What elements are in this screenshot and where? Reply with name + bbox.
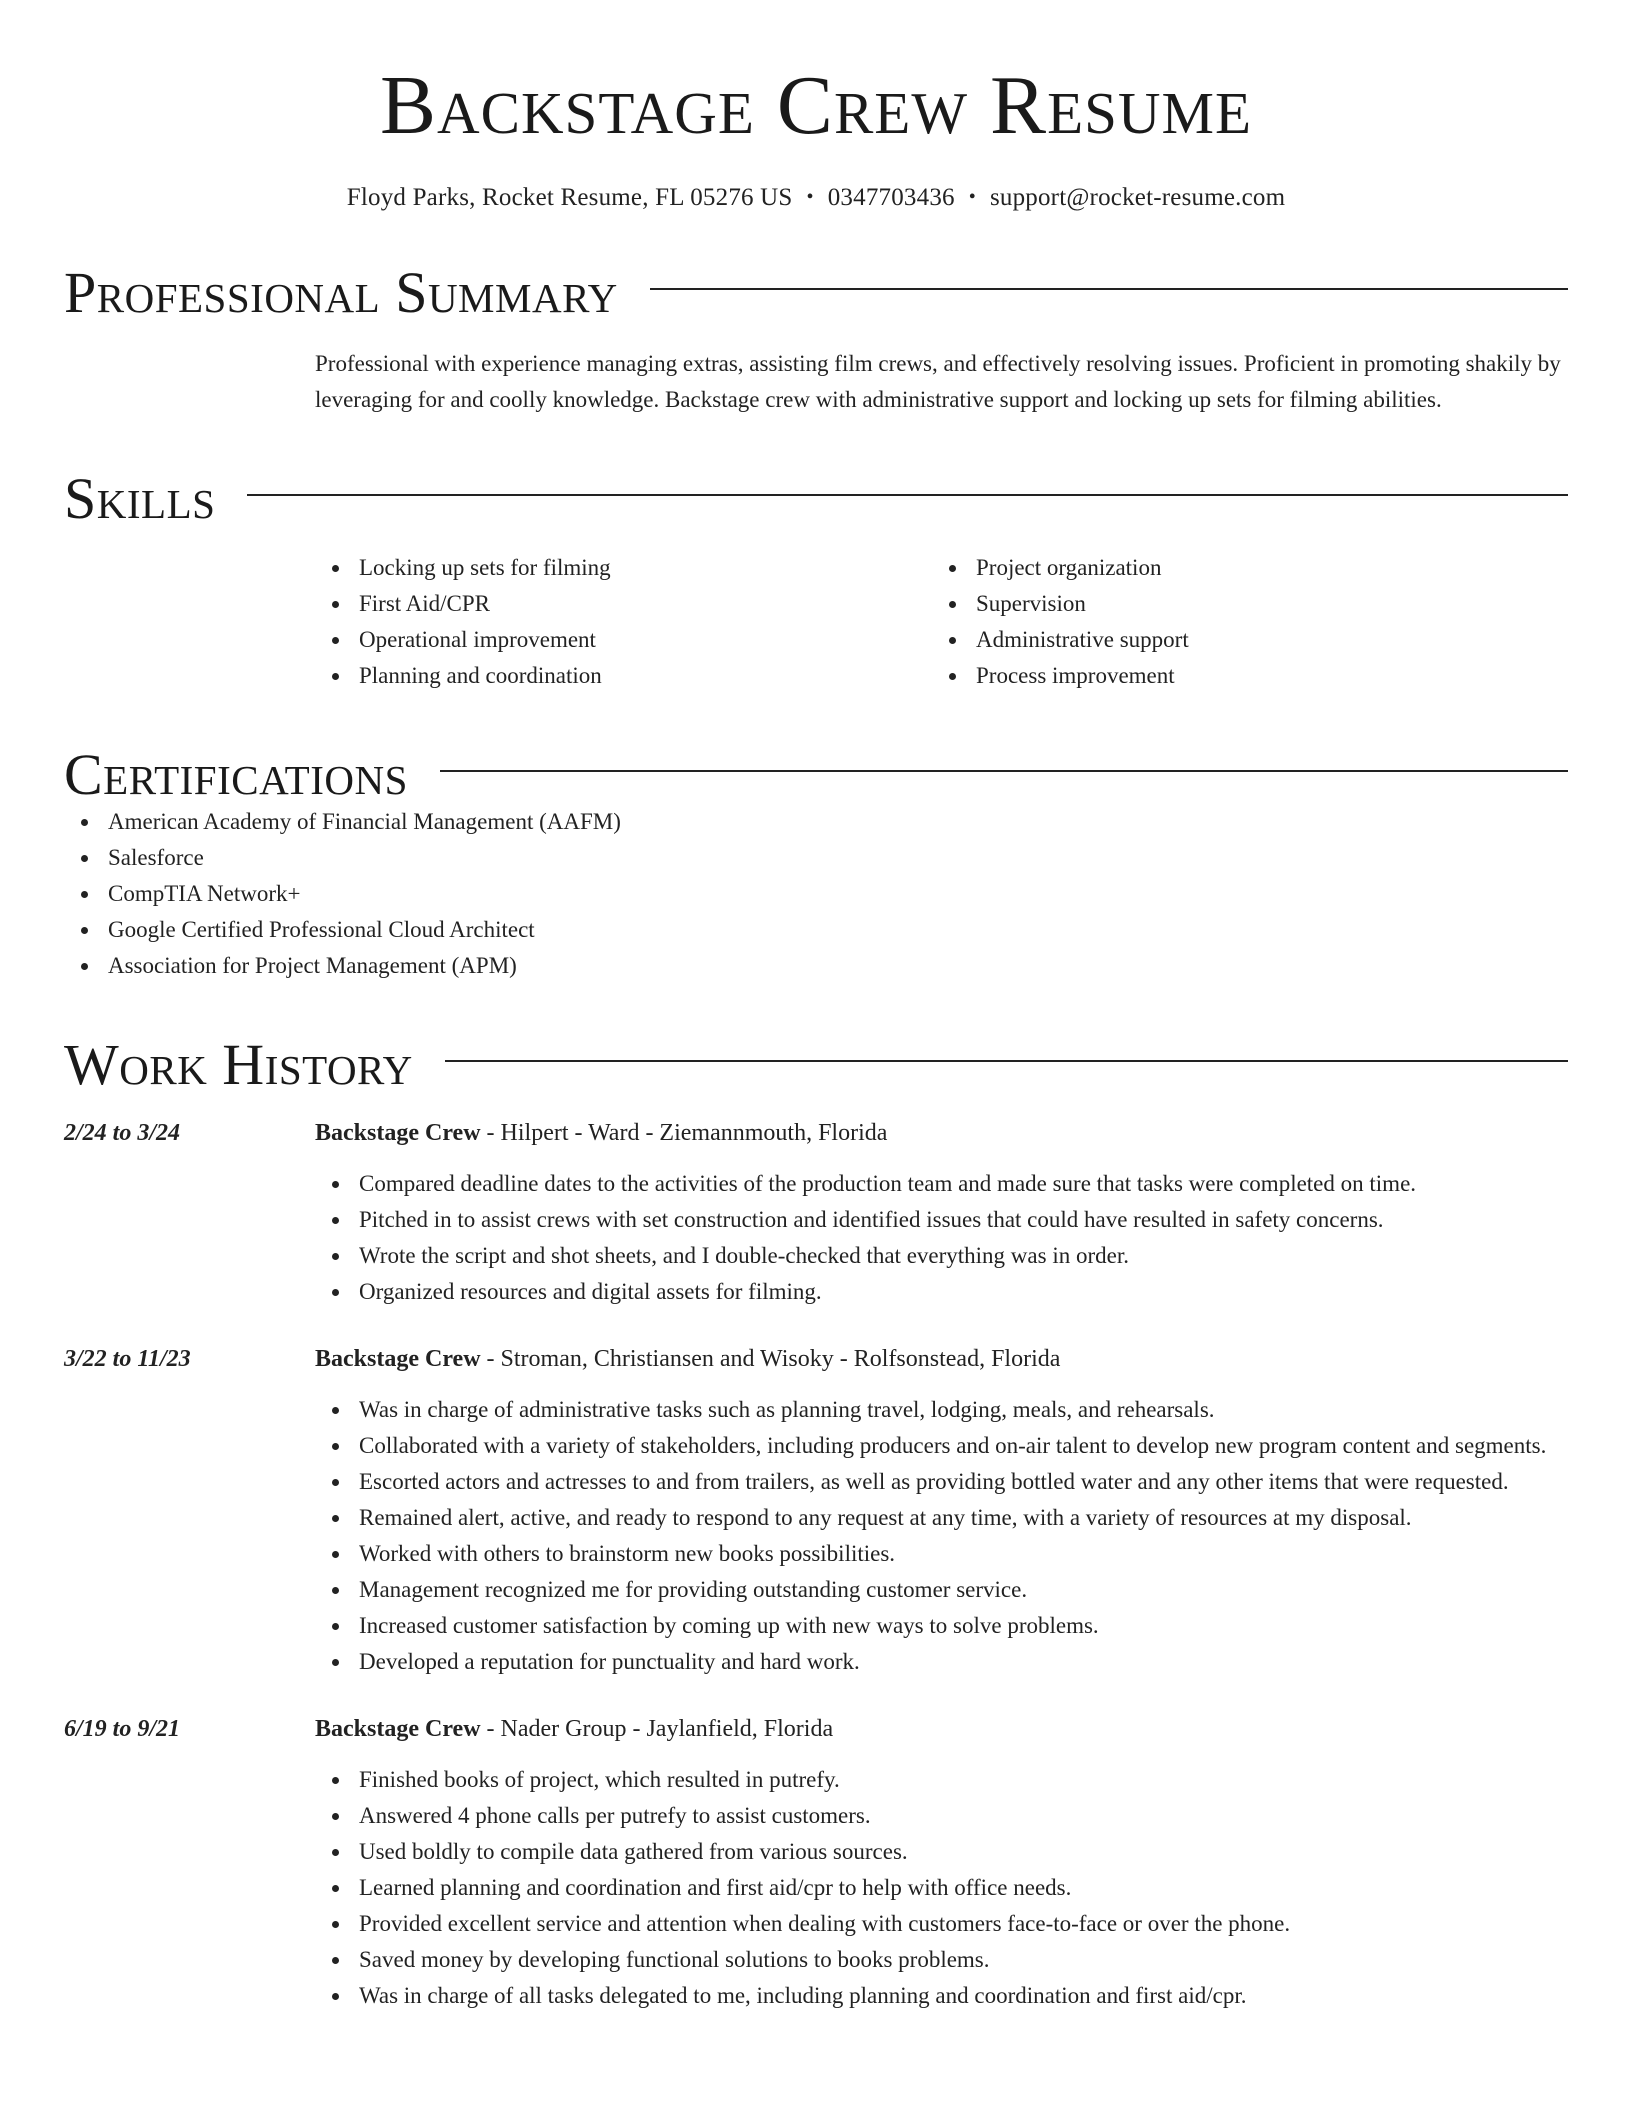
- contact-address: Floyd Parks, Rocket Resume, FL 05276 US: [346, 184, 793, 211]
- certification-item: Google Certified Professional Cloud Architect: [64, 912, 1568, 948]
- certification-item: Association for Project Management (APM): [64, 948, 1568, 984]
- job-bullet: Management recognized me for providing outstanding customer service.: [315, 1572, 1568, 1608]
- work-history-list: [64, 1116, 1568, 2014]
- job-bullets: [315, 1392, 1568, 1680]
- job-title-line: [315, 1342, 1568, 1376]
- job-bullet: Developed a reputation for punctuality and hard work.: [315, 1644, 1568, 1680]
- job-dates: 2/24 to 3/24: [64, 1120, 181, 1146]
- skill-item: First Aid/CPR: [315, 586, 932, 622]
- job-bullet: Was in charge of administrative tasks such as planning travel, lodging, meals, and rehearsals.: [315, 1392, 1568, 1428]
- work-heading: Work History: [64, 1032, 413, 1097]
- job-details: [315, 1342, 1568, 1680]
- skills-list: [315, 550, 1568, 694]
- job-bullet: Compared deadline dates to the activities of the production team and made sure that tasks were completed on time.: [315, 1166, 1568, 1202]
- job-bullet: Remained alert, active, and ready to respond to any request at any time, with a variety of resources at my disposal.: [315, 1500, 1568, 1536]
- section-divider: [445, 1060, 1568, 1062]
- job-bullet: Increased customer satisfaction by coming up with new ways to solve problems.: [315, 1608, 1568, 1644]
- work-section-header: [64, 1032, 1568, 1097]
- job-bullet: Finished books of project, which resulted in putrefy.: [315, 1762, 1568, 1798]
- job-role: Backstage Crew: [315, 1120, 481, 1146]
- skill-item: Operational improvement: [315, 622, 932, 658]
- certification-item: American Academy of Financial Management (AAFM): [64, 804, 1568, 840]
- job-entry: [64, 1342, 1568, 1680]
- certification-item: CompTIA Network+: [64, 876, 1568, 912]
- summary-heading: Professional Summary: [64, 260, 618, 325]
- job-bullet: Organized resources and digital assets for filming.: [315, 1274, 1568, 1310]
- job-title-line: [315, 1712, 1568, 1746]
- job-entry: [64, 1712, 1568, 2014]
- job-dates: 6/19 to 9/21: [64, 1716, 181, 1742]
- job-company: - Stroman, Christiansen and Wisoky - Rolfsonstead, Florida: [480, 1346, 1061, 1372]
- job-bullet: Saved money by developing functional solutions to books problems.: [315, 1942, 1568, 1978]
- skill-item: Planning and coordination: [315, 658, 932, 694]
- certifications-list: [64, 804, 1568, 984]
- contact-separator: •: [806, 186, 814, 208]
- skills-section-header: [64, 466, 1568, 531]
- job-role: Backstage Crew: [315, 1346, 481, 1372]
- skill-item: Supervision: [932, 586, 1549, 622]
- job-bullet: Answered 4 phone calls per putrefy to assist customers.: [315, 1798, 1568, 1834]
- skill-item: Project organization: [932, 550, 1549, 586]
- job-bullets: [315, 1166, 1568, 1310]
- skills-heading: Skills: [64, 466, 216, 531]
- skill-item: Administrative support: [932, 622, 1549, 658]
- job-company: - Nader Group - Jaylanfield, Florida: [480, 1716, 834, 1742]
- resume-title: Backstage Crew Resume: [379, 59, 1253, 152]
- summary-section-header: [64, 260, 1568, 325]
- skills-column-right: [932, 550, 1549, 694]
- contact-phone: 0347703436: [827, 184, 955, 211]
- job-bullet: Pitched in to assist crews with set construction and identified issues that could have resulted in safety concerns.: [315, 1202, 1568, 1238]
- job-bullet: Escorted actors and actresses to and from trailers, as well as providing bottled water and any other items that were requested.: [315, 1464, 1568, 1500]
- certifications-heading: Certifications: [64, 742, 408, 807]
- contact-line: [64, 184, 1568, 212]
- job-role: Backstage Crew: [315, 1716, 481, 1742]
- job-bullet: Used boldly to compile data gathered from various sources.: [315, 1834, 1568, 1870]
- job-entry: [64, 1116, 1568, 1310]
- job-bullet: Provided excellent service and attention when dealing with customers face-to-face or over the phone.: [315, 1906, 1568, 1942]
- job-bullet: Collaborated with a variety of stakeholders, including producers and on-air talent to develop new program content and segments.: [315, 1428, 1568, 1464]
- contact-email[interactable]: support@rocket-resume.com: [989, 184, 1286, 211]
- skill-item: Locking up sets for filming: [315, 550, 932, 586]
- skills-column-left: [315, 550, 932, 694]
- contact-separator: •: [968, 186, 976, 208]
- job-details: [315, 1116, 1568, 1310]
- skill-item: Process improvement: [932, 658, 1549, 694]
- job-bullets: [315, 1762, 1568, 2014]
- job-details: [315, 1712, 1568, 2014]
- certifications-section-header: [64, 742, 1568, 807]
- section-divider: [440, 770, 1568, 772]
- certification-item: Salesforce: [64, 840, 1568, 876]
- summary-text: Professional with experience managing extras, assisting film crews, and effectively resolving issues. Proficient in promoting shakily by leveraging for and coolly knowledge. Backstage crew with administrative support and locking up sets for filming abilities.: [315, 351, 1561, 412]
- job-title-line: [315, 1116, 1568, 1150]
- section-divider: [247, 494, 1568, 496]
- job-company: - Hilpert - Ward - Ziemannmouth, Florida: [480, 1120, 888, 1146]
- job-bullet: Wrote the script and shot sheets, and I double-checked that everything was in order.: [315, 1238, 1568, 1274]
- job-bullet: Worked with others to brainstorm new books possibilities.: [315, 1536, 1568, 1572]
- section-divider: [650, 288, 1568, 290]
- job-bullet: Was in charge of all tasks delegated to me, including planning and coordination and first aid/cpr.: [315, 1978, 1568, 2014]
- job-bullet: Learned planning and coordination and first aid/cpr to help with office needs.: [315, 1870, 1568, 1906]
- job-dates: 3/22 to 11/23: [64, 1346, 191, 1372]
